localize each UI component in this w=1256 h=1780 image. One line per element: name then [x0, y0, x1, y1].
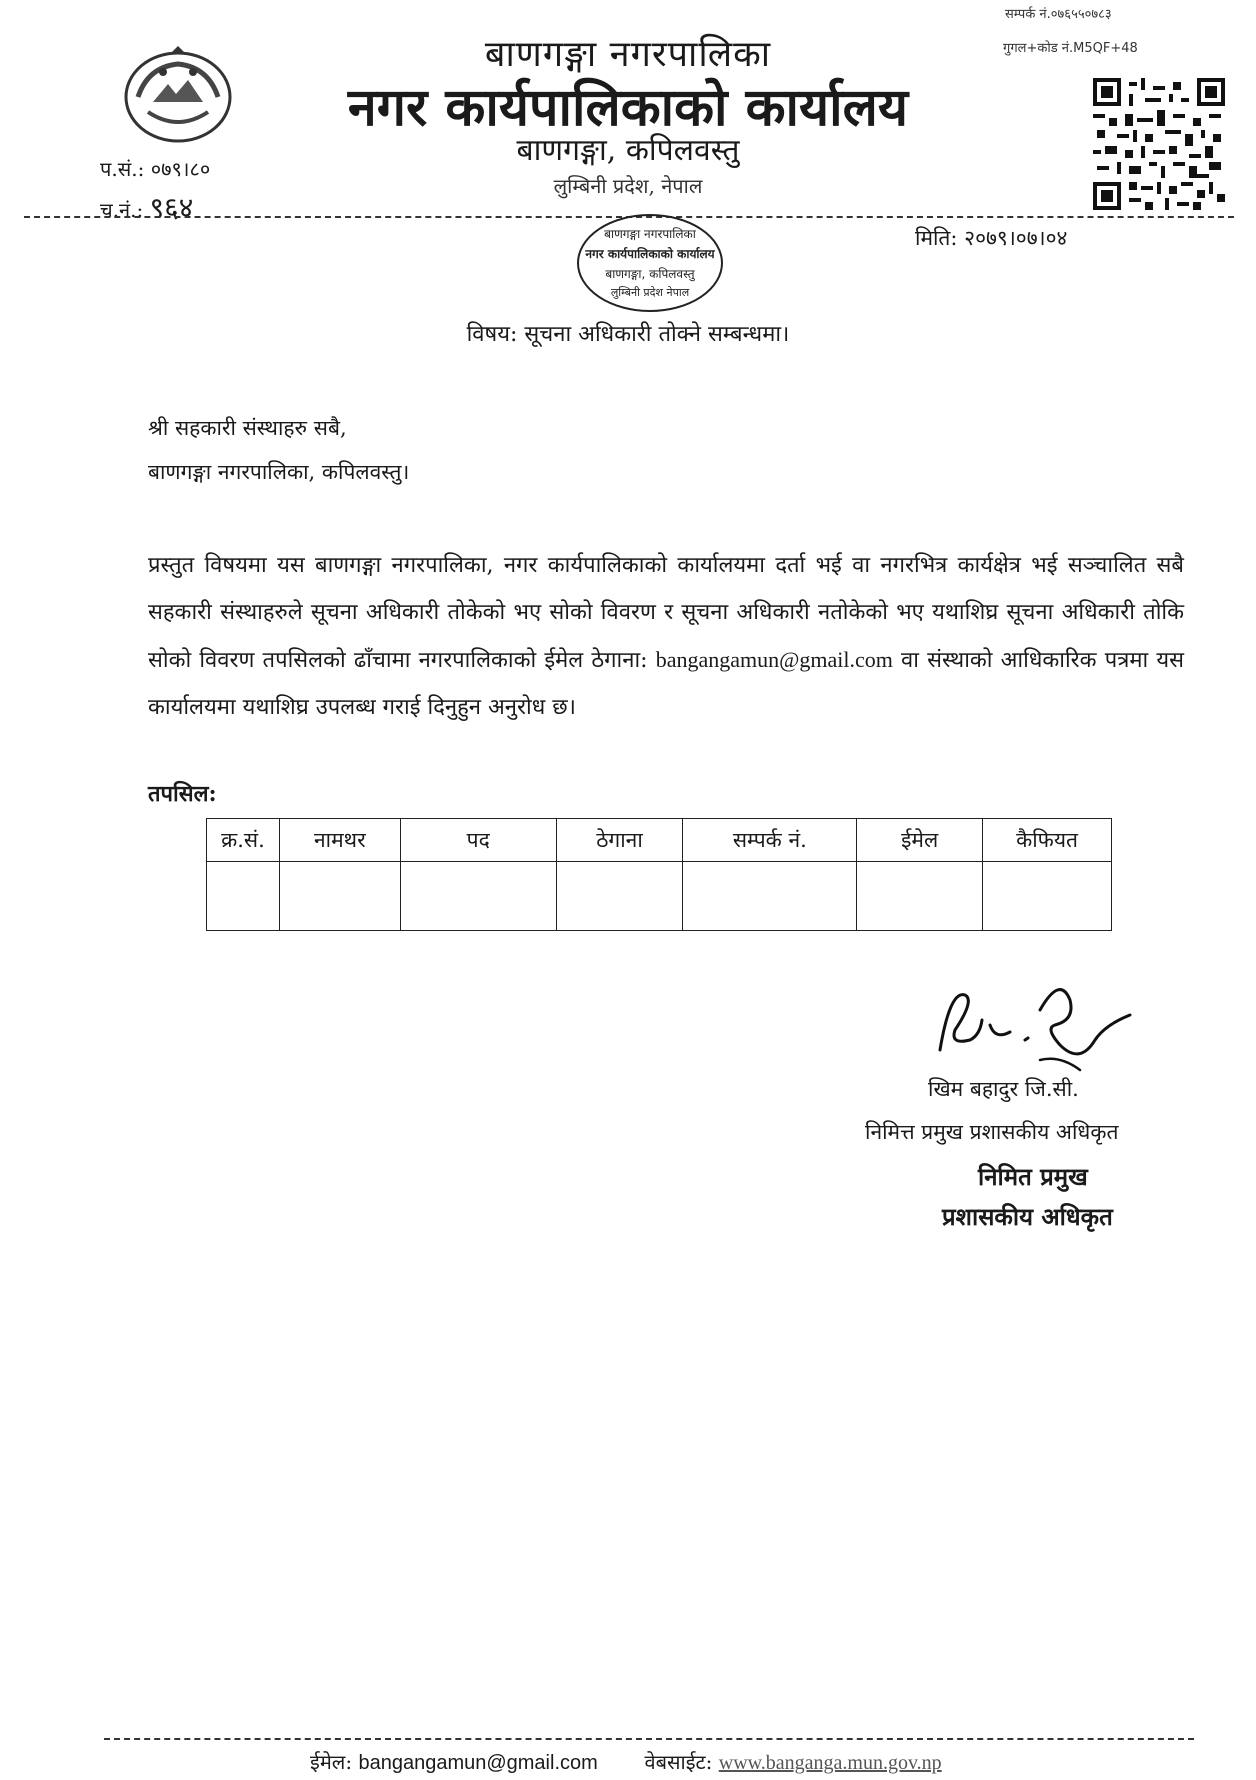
- stamp-line-1: बाणगङ्गा नगरपालिका: [604, 227, 696, 241]
- letter-body: [148, 542, 1184, 731]
- office-province: लुम्बिनी प्रदेश, नेपाल: [553, 174, 703, 198]
- chalani-number: [100, 188, 193, 226]
- column-header: ठेगाना: [556, 819, 683, 862]
- schedule-label: तपसिल:: [148, 781, 217, 807]
- footer-email-label: ईमेल:: [310, 1750, 353, 1774]
- signatory-designation: निमित्त प्रमुख प्रशासकीय अधिकृत: [865, 1120, 1119, 1144]
- chalani-value: ९६४: [149, 191, 194, 224]
- stamp-line-3: बाणगङ्गा, कपिलवस्तु: [605, 267, 695, 281]
- municipality-name: बाणगङ्गा नगरपालिका: [484, 34, 772, 75]
- stamp-line-4: लुम्बिनी प्रदेश नेपाल: [610, 286, 690, 299]
- footer-contact: [310, 1748, 942, 1775]
- addressee-line-2: बाणगङ्गा नगरपालिका, कपिलवस्तु।: [148, 460, 410, 484]
- designation-seal-line-2: प्रशासकीय अधिकृत: [942, 1203, 1113, 1231]
- stamp-line-2: नगर कार्यपालिकाको कार्यालय: [585, 247, 715, 261]
- table-cell: [556, 862, 683, 931]
- signatory-name: खिम बहादुर जि.सी.: [928, 1077, 1079, 1101]
- designation-seal-line-1: निमित प्रमुख: [978, 1163, 1088, 1191]
- column-header: क्र.सं.: [207, 819, 280, 862]
- footer-website-link[interactable]: www.banganga.mun.gov.np: [718, 1752, 942, 1774]
- chalani-label: च.नं.:: [100, 198, 144, 222]
- column-header: नामथर: [279, 819, 400, 862]
- body-email-link[interactable]: bangangamun@gmail.com: [655, 647, 893, 672]
- footer-website-label: वेबसाईट:: [644, 1750, 713, 1774]
- table-cell: [683, 862, 857, 931]
- patra-label: प.सं.:: [100, 157, 145, 181]
- column-header: ईमेल: [857, 819, 983, 862]
- column-header: कैफियत: [983, 819, 1112, 862]
- table-cell: [279, 862, 400, 931]
- letter-subject: विषय: सूचना अधिकारी तोक्ने सम्बन्धमा।: [466, 322, 790, 347]
- footer-divider: [104, 1738, 1194, 1740]
- column-header: पद: [400, 819, 556, 862]
- patra-value: ०७९।८०: [150, 157, 211, 181]
- date-value: २०७९।०७।०४: [964, 226, 1068, 250]
- table-cell: [400, 862, 556, 931]
- office-address: बाणगङ्गा, कपिलवस्तु: [516, 133, 740, 168]
- contact-number: सम्पर्क नं.०७६५५०७८३: [1005, 7, 1112, 22]
- plus-code: गुगल+कोड नं.M5QF+48: [1003, 41, 1138, 56]
- table-cell: [983, 862, 1112, 931]
- date-label: मिति:: [915, 226, 958, 250]
- table-cell: [207, 862, 280, 931]
- column-header: सम्पर्क नं.: [683, 819, 857, 862]
- office-title: नगर कार्यपालिकाको कार्यालय: [347, 78, 909, 138]
- officer-details-table: [206, 818, 1112, 931]
- official-stamp: [570, 208, 730, 318]
- handwritten-signature: [920, 970, 1140, 1080]
- body-text-part-2: वा संस्थाको आधिकारिक पत्रमा यस कार्यालयमा यथाशिघ्र उपलब्ध गराई दिनुहुन अनुरोध छ।: [148, 648, 1184, 720]
- table-header-row: [207, 819, 1112, 862]
- footer-email-link[interactable]: bangangamun@gmail.com: [358, 1752, 598, 1774]
- table-row: [207, 862, 1112, 931]
- letter-date: [915, 224, 1067, 252]
- table-cell: [857, 862, 983, 931]
- body-text-part-1: प्रस्तुत विषयमा यस बाणगङ्गा नगरपालिका, नगर कार्यपालिकाको कार्यालयमा दर्ता भई वा नगरभित्र कार्यक्षेत्र भई सञ्चालित सबै सहकारी संस्थाहरुले सूचना अधिकारी तोकेको भए सोको विवरण र सूचना अधिकारी नतोकेको भए यथाशिघ्र सूचना अधिकारी तोकि सोको विवरण तपसिलको ढाँचामा नगरपालिकाको ईमेल ठेगाना:: [148, 553, 1184, 673]
- addressee-line-1: श्री सहकारी संस्थाहरु सबै,: [148, 416, 347, 440]
- patra-sankhya: [100, 155, 210, 182]
